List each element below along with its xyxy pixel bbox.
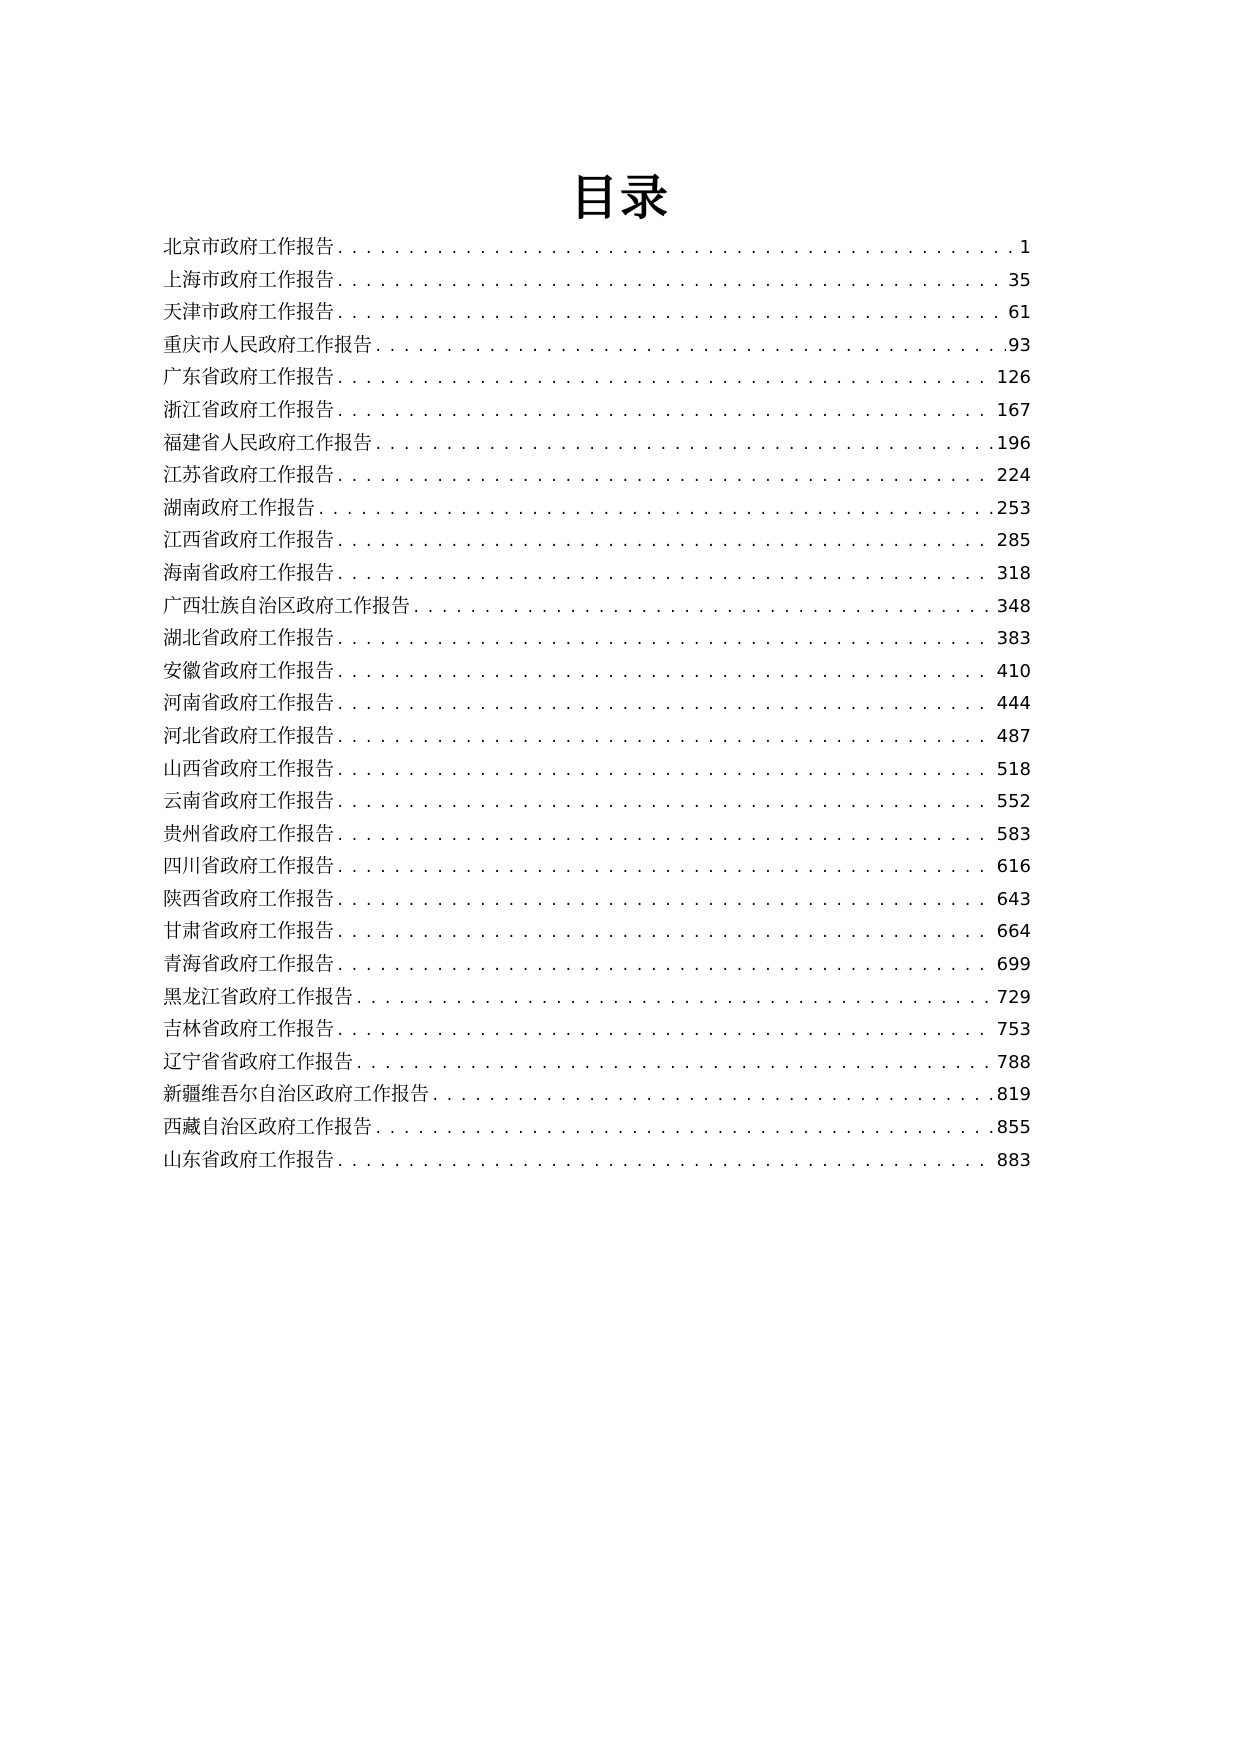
toc-entry-title: 河北省政府工作报告 bbox=[163, 724, 335, 747]
toc-entry-page-number: 855 bbox=[996, 1117, 1031, 1139]
dot-leader bbox=[374, 429, 995, 460]
toc-entry[interactable] bbox=[163, 590, 1031, 623]
dot-leader bbox=[355, 1048, 995, 1079]
dot-leader bbox=[336, 624, 995, 655]
toc-entry-title: 新疆维吾尔自治区政府工作报告 bbox=[163, 1083, 430, 1106]
dot-leader bbox=[336, 787, 995, 818]
toc-entry-title: 广西壮族自治区政府工作报告 bbox=[163, 594, 411, 617]
dot-leader bbox=[336, 559, 995, 590]
toc-entry-page-number: 196 bbox=[996, 432, 1031, 454]
toc-entry[interactable] bbox=[163, 850, 1031, 883]
toc-entry-page-number: 788 bbox=[996, 1051, 1031, 1073]
dot-leader bbox=[374, 1113, 995, 1144]
toc-entry-title: 吉林省政府工作报告 bbox=[163, 1018, 335, 1041]
toc-entry[interactable] bbox=[163, 394, 1031, 427]
toc-list bbox=[163, 231, 1031, 1176]
toc-entry-title: 上海市政府工作报告 bbox=[163, 268, 335, 291]
toc-entry[interactable] bbox=[163, 981, 1031, 1014]
toc-entry-page-number: 729 bbox=[996, 986, 1031, 1008]
toc-entry-title: 江苏省政府工作报告 bbox=[163, 464, 335, 487]
toc-entry[interactable] bbox=[163, 622, 1031, 655]
dot-leader bbox=[336, 657, 995, 688]
toc-entry[interactable] bbox=[163, 1013, 1031, 1046]
toc-entry-title: 四川省政府工作报告 bbox=[163, 855, 335, 878]
toc-entry-title: 辽宁省省政府工作报告 bbox=[163, 1050, 354, 1073]
toc-entry-title: 甘肃省政府工作报告 bbox=[163, 920, 335, 943]
toc-title: 目录 bbox=[569, 170, 670, 226]
toc-entry[interactable] bbox=[163, 329, 1031, 362]
toc-entry-title: 安徽省政府工作报告 bbox=[163, 659, 335, 682]
toc-entry[interactable] bbox=[163, 557, 1031, 590]
toc-entry-page-number: 643 bbox=[996, 888, 1031, 910]
toc-entry-page-number: 583 bbox=[996, 823, 1031, 845]
toc-entry-title: 河南省政府工作报告 bbox=[163, 692, 335, 715]
toc-entry-title: 湖南政府工作报告 bbox=[163, 496, 316, 519]
dot-leader bbox=[336, 755, 995, 786]
dot-leader bbox=[412, 592, 995, 623]
toc-entry-title: 陕西省政府工作报告 bbox=[163, 887, 335, 910]
toc-entry-title: 云南省政府工作报告 bbox=[163, 790, 335, 813]
toc-entry[interactable] bbox=[163, 296, 1031, 329]
toc-entry[interactable] bbox=[163, 818, 1031, 851]
toc-entry-page-number: 93 bbox=[1008, 334, 1031, 356]
toc-entry-title: 湖北省政府工作报告 bbox=[163, 627, 335, 650]
toc-entry-page-number: 487 bbox=[996, 725, 1031, 747]
toc-entry-page-number: 318 bbox=[996, 562, 1031, 584]
toc-entry-title: 重庆市人民政府工作报告 bbox=[163, 333, 373, 356]
toc-entry[interactable] bbox=[163, 1078, 1031, 1111]
toc-entry-title: 福建省人民政府工作报告 bbox=[163, 431, 373, 454]
toc-entry[interactable] bbox=[163, 785, 1031, 818]
toc-entry-page-number: 253 bbox=[996, 497, 1031, 519]
dot-leader bbox=[336, 266, 1006, 297]
toc-entry-page-number: 35 bbox=[1008, 269, 1031, 291]
toc-entry-page-number: 552 bbox=[996, 791, 1031, 813]
toc-entry-page-number: 444 bbox=[996, 693, 1031, 715]
toc-entry[interactable] bbox=[163, 1111, 1031, 1144]
dot-leader bbox=[355, 983, 995, 1014]
dot-leader bbox=[336, 1015, 995, 1046]
dot-leader bbox=[336, 1146, 995, 1177]
toc-entry-page-number: 61 bbox=[1008, 302, 1031, 324]
dot-leader bbox=[336, 396, 995, 427]
toc-entry[interactable] bbox=[163, 492, 1031, 525]
dot-leader bbox=[336, 363, 995, 394]
toc-entry-title: 广东省政府工作报告 bbox=[163, 366, 335, 389]
dot-leader bbox=[336, 689, 995, 720]
toc-entry-title: 山西省政府工作报告 bbox=[163, 757, 335, 780]
toc-entry-page-number: 518 bbox=[996, 758, 1031, 780]
toc-entry-page-number: 285 bbox=[996, 530, 1031, 552]
toc-entry-title: 天津市政府工作报告 bbox=[163, 301, 335, 324]
toc-entry-title: 北京市政府工作报告 bbox=[163, 236, 335, 258]
dot-leader bbox=[336, 820, 995, 851]
dot-leader bbox=[336, 461, 995, 492]
toc-entry-page-number: 126 bbox=[996, 367, 1031, 389]
toc-entry-page-number: 383 bbox=[996, 628, 1031, 650]
toc-entry[interactable] bbox=[163, 948, 1031, 981]
dot-leader bbox=[336, 233, 1018, 264]
toc-entry-page-number: 699 bbox=[996, 954, 1031, 976]
toc-entry[interactable] bbox=[163, 915, 1031, 948]
toc-entry[interactable] bbox=[163, 687, 1031, 720]
toc-entry-title: 西藏自治区政府工作报告 bbox=[163, 1116, 373, 1139]
dot-leader bbox=[336, 298, 1006, 329]
toc-entry-title: 浙江省政府工作报告 bbox=[163, 398, 335, 421]
dot-leader bbox=[336, 526, 995, 557]
dot-leader bbox=[336, 852, 995, 883]
dot-leader bbox=[431, 1080, 995, 1111]
toc-entry-page-number: 410 bbox=[996, 660, 1031, 682]
toc-entry[interactable] bbox=[163, 459, 1031, 492]
toc-entry-title: 海南省政府工作报告 bbox=[163, 561, 335, 584]
toc-entry[interactable] bbox=[163, 883, 1031, 916]
toc-entry[interactable] bbox=[163, 1046, 1031, 1079]
dot-leader bbox=[336, 950, 995, 981]
toc-entry[interactable] bbox=[163, 753, 1031, 786]
toc-entry-page-number: 883 bbox=[996, 1149, 1031, 1171]
toc-entry-page-number: 224 bbox=[996, 465, 1031, 487]
toc-entry-page-number: 1 bbox=[1019, 237, 1031, 258]
dot-leader bbox=[374, 331, 1006, 362]
toc-entry-page-number: 819 bbox=[996, 1084, 1031, 1106]
dot-leader bbox=[336, 917, 995, 948]
dot-leader bbox=[336, 885, 995, 916]
toc-entry[interactable] bbox=[163, 655, 1031, 688]
toc-entry-title: 江西省政府工作报告 bbox=[163, 529, 335, 552]
toc-entry[interactable] bbox=[163, 427, 1031, 460]
toc-entry[interactable] bbox=[163, 264, 1031, 297]
toc-entry-page-number: 616 bbox=[996, 856, 1031, 878]
toc-entry-title: 山东省政府工作报告 bbox=[163, 1148, 335, 1171]
toc-entry[interactable] bbox=[163, 231, 1031, 264]
toc-entry-page-number: 753 bbox=[996, 1019, 1031, 1041]
toc-entry-title: 贵州省政府工作报告 bbox=[163, 822, 335, 845]
toc-entry-page-number: 348 bbox=[996, 595, 1031, 617]
toc-entry[interactable] bbox=[163, 1144, 1031, 1177]
dot-leader bbox=[336, 722, 995, 753]
dot-leader bbox=[317, 494, 995, 525]
toc-entry[interactable] bbox=[163, 720, 1031, 753]
toc-entry-page-number: 664 bbox=[996, 921, 1031, 943]
toc-entry[interactable] bbox=[163, 524, 1031, 557]
toc-entry[interactable] bbox=[163, 361, 1031, 394]
toc-entry-page-number: 167 bbox=[996, 399, 1031, 421]
toc-entry-title: 黑龙江省政府工作报告 bbox=[163, 985, 354, 1008]
toc-entry-title: 青海省政府工作报告 bbox=[163, 953, 335, 976]
